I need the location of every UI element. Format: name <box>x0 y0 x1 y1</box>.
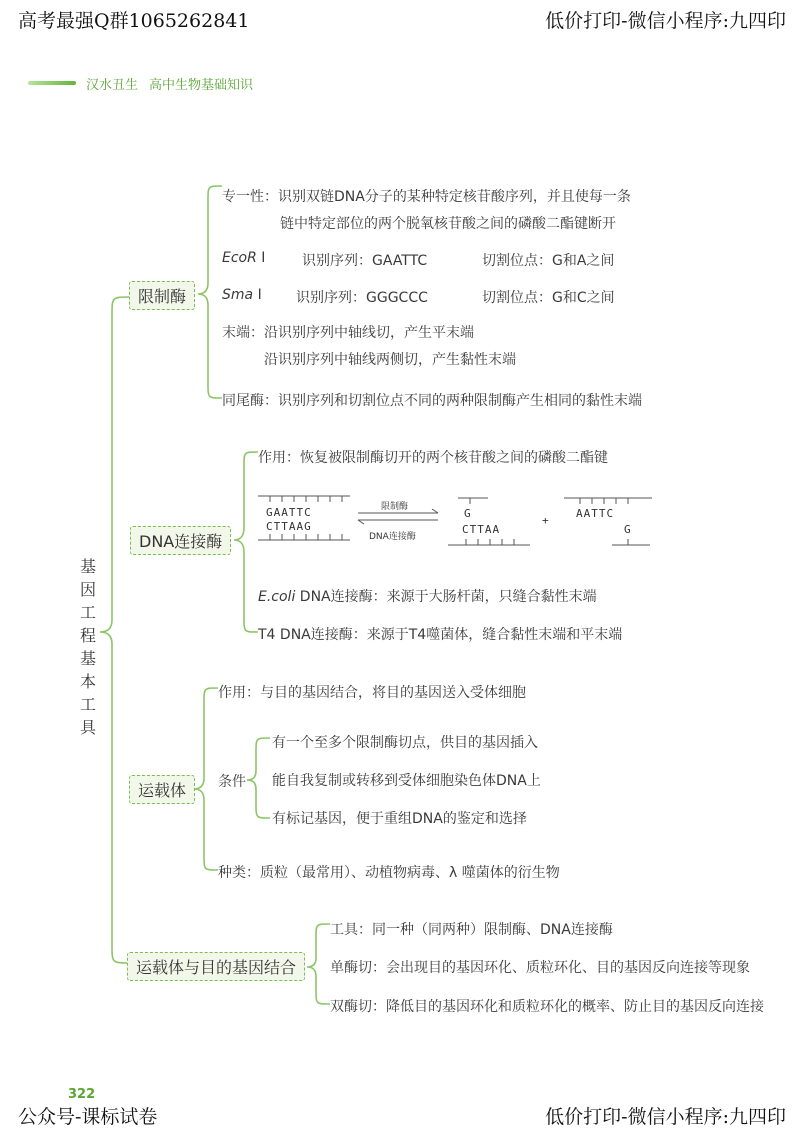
vector-types: 种类：质粒（最常用）、动植物病毒、λ 噬菌体的衍生物 <box>218 865 560 881</box>
combine-double-digest: 双酶切：降低目的基因环化和质粒环化的概率、防止目的基因反向连接 <box>330 999 764 1015</box>
book-author: 汉水丑生 <box>86 78 139 93</box>
footer-left: 公众号-课标试卷 <box>18 1106 158 1128</box>
ligase-t4: T4 DNA连接酶：来源于T4噬菌体，缝合黏性末端和平末端 <box>258 627 623 643</box>
ecori-recognition-sequence: 识别序列：GAATTC <box>302 253 428 269</box>
section-restriction-enzyme: 限制酶 <box>129 281 195 310</box>
diagram-left-top-seq: GAATTC <box>266 506 312 519</box>
diagram-arrow-ligase-label: DNA连接酶 <box>369 532 416 542</box>
vector-conditions-label: 条件 <box>218 774 246 790</box>
section-dna-ligase: DNA连接酶 <box>130 526 231 555</box>
ligase-function: 作用：恢复被限制酶切开的两个核苷酸之间的磷酸二酯键 <box>258 450 608 466</box>
top-right-header: 低价打印-微信小程序:九四印 <box>545 10 786 32</box>
diagram-mid-bottom-seq: CTTAA <box>462 523 501 536</box>
section-vector: 运载体 <box>129 775 195 804</box>
smai-enzyme-name: Sma I <box>222 287 262 303</box>
page-number: 322 <box>68 1087 96 1102</box>
vector-condition-3: 有标记基因，便于重组DNA的鉴定和选择 <box>272 811 527 827</box>
diagram-right-bottom-seq: G <box>624 523 632 536</box>
restriction-specificity-2: 链中特定部位的两个脱氧核苷酸之间的磷酸二酯键断开 <box>280 216 616 232</box>
diagram-arrow-restriction-label: 限制酶 <box>381 502 409 512</box>
vector-condition-2: 能自我复制或转移到受体细胞染色体DNA上 <box>272 773 541 789</box>
section-vector-gene-combination: 运载体与目的基因结合 <box>127 952 305 981</box>
diagram-mid-top-seq: G <box>464 507 472 520</box>
vector-function: 作用：与目的基因结合，将目的基因送入受体细胞 <box>218 685 526 701</box>
top-left-header: 高考最强Q群1065262841 <box>18 10 250 32</box>
ligase-ecoli: E.coli DNA连接酶：来源于大肠杆菌，只缝合黏性末端 <box>258 589 597 605</box>
restriction-ends-1: 末端：沿识别序列中轴线切，产生平末端 <box>222 325 474 341</box>
combine-tools: 工具：同一种（同两种）限制酶、DNA连接酶 <box>330 922 613 938</box>
diagram-left-bottom-seq: CTTAAG <box>266 520 312 533</box>
ecori-cut-site: 切割位点：G和A之间 <box>482 253 615 269</box>
restriction-isocaudamer: 同尾酶：识别序列和切割位点不同的两种限制酶产生相同的黏性末端 <box>222 393 642 409</box>
combine-single-digest: 单酶切：会出现目的基因环化、质粒环化、目的基因反向连接等现象 <box>330 960 750 976</box>
smai-recognition-sequence: 识别序列：GGGCCC <box>296 290 428 306</box>
ecori-enzyme-name: EcoR I <box>222 250 266 266</box>
diagram-right-top-seq: AATTC <box>576 507 615 520</box>
diagram-plus: + <box>542 514 550 527</box>
root-title: 基 因 工 程 基 本 工 具 <box>79 557 96 737</box>
vector-condition-1: 有一个至多个限制酶切点，供目的基因插入 <box>272 735 538 751</box>
restriction-specificity-1: 专一性：识别双链DNA分子的某种特定核苷酸序列，并且使每一条 <box>222 189 631 205</box>
smai-cut-site: 切割位点：G和C之间 <box>482 290 615 306</box>
book-subtitle: 高中生物基础知识 <box>149 78 254 93</box>
footer-right: 低价打印-微信小程序:九四印 <box>545 1106 786 1128</box>
restriction-ends-2: 沿识别序列中轴线两侧切，产生黏性末端 <box>264 352 516 368</box>
